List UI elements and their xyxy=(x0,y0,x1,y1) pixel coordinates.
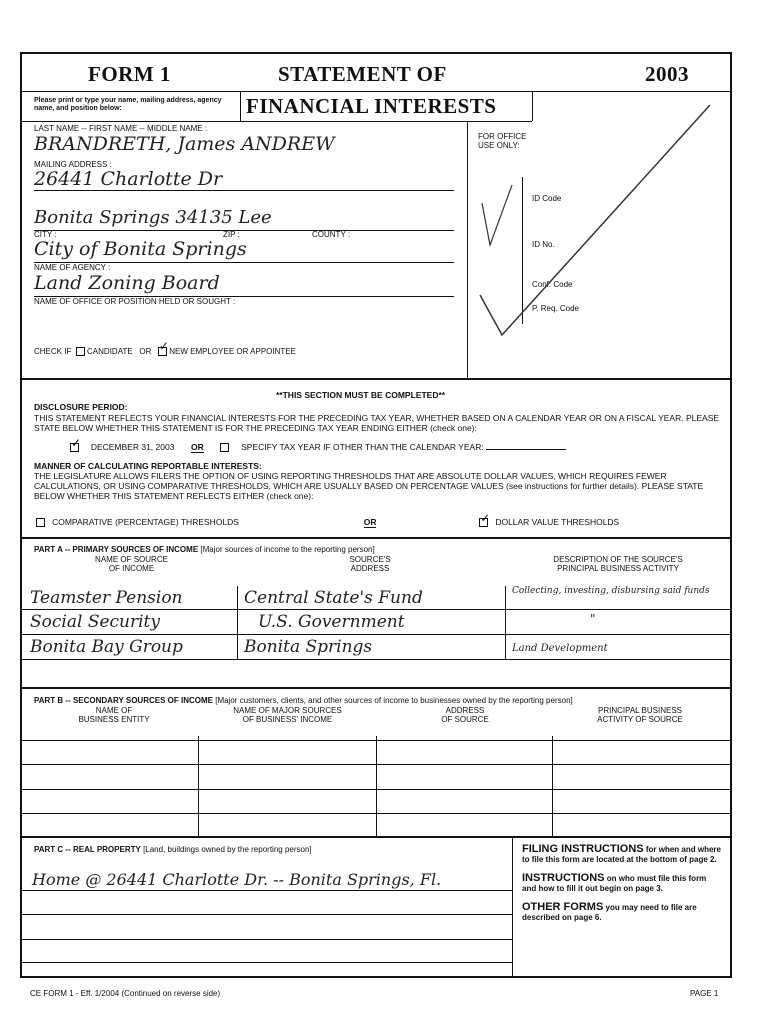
new-employee-label: NEW EMPLOYEE OR APPOINTEE xyxy=(169,347,296,356)
form-number: FORM 1 xyxy=(88,62,171,86)
period-or-label: OR xyxy=(190,442,204,452)
part-c-subheading: [Land, buildings owned by the reporting person] xyxy=(143,845,312,854)
part-b-title xyxy=(34,696,724,705)
instructions-title: INSTRUCTIONS xyxy=(522,872,605,884)
footer-left: CE FORM 1 - Eff. 1/2004 (Continued on reverse side) xyxy=(30,989,221,998)
office-use-title: FOR OFFICE USE ONLY: xyxy=(478,132,527,150)
part-c-row-1[interactable]: Home @ 26441 Charlotte Dr. -- Bonita Springs, Fl. xyxy=(32,870,442,889)
dollar-value-label: DOLLAR VALUE THRESHOLDS xyxy=(495,517,620,527)
part-b-col-entity: NAME OF BUSINESS ENTITY xyxy=(78,706,150,724)
must-complete-note: **THIS SECTION MUST BE COMPLETED** xyxy=(276,390,446,400)
manner-text: THE LEGISLATURE ALLOWS FILERS THE OPTION OF USING REPORTING THRESHOLDS THAT ARE ABSOLUTE DOLLAR VALUES, WHICH REQUIRES FEWER CALCULATIONS, OR USING COMPARATIVE THRESHOLDS, WHICH ARE USUALLY BASED ON PERCENTAGE VALUES (see instructions for further details). PLEASE STATE BELOW WHETHER THIS STATEMENT REFLECTS EITHER (check one): xyxy=(34,471,704,501)
specify-year-checkbox[interactable] xyxy=(220,443,229,452)
office-check-mark xyxy=(470,85,730,345)
conf-code-label: Conf. Code xyxy=(532,280,573,289)
part-b-subheading: [Major customers, clients, and other sources of income to businesses owned by the reporting person] xyxy=(215,696,573,705)
part-b-row-2-entity[interactable] xyxy=(30,767,190,785)
part-a-row-2-activity[interactable]: " xyxy=(590,612,596,626)
or-label: OR xyxy=(139,347,152,356)
other-forms-text: you may need to file are described on page 6. xyxy=(522,903,697,922)
city-zip-county-field[interactable]: Bonita Springs 34135 Lee xyxy=(34,207,272,228)
part-b-heading: PART B -- SECONDARY SOURCES OF INCOME xyxy=(34,696,213,705)
part-a-col-activity: DESCRIPTION OF THE SOURCE'S PRINCIPAL BUSINESS ACTIVITY xyxy=(553,555,683,573)
zip-label: ZIP : xyxy=(223,230,240,239)
name-label: LAST NAME -- FIRST NAME -- MIDDLE NAME : xyxy=(34,124,208,133)
filing-instructions-box xyxy=(522,845,722,922)
footer-page-number: PAGE 1 xyxy=(690,989,719,998)
part-b-col-activity: PRINCIPAL BUSINESS ACTIVITY OF SOURCE xyxy=(597,706,683,724)
county-label: COUNTY : xyxy=(312,230,351,239)
part-c-title xyxy=(34,845,312,854)
office-label: NAME OF OFFICE OR POSITION HELD OR SOUGHT : xyxy=(34,297,236,306)
specify-year-label: SPECIFY TAX YEAR IF OTHER THAN THE CALENDAR YEAR: xyxy=(241,442,484,452)
part-a-heading: PART A -- PRIMARY SOURCES OF INCOME xyxy=(34,545,199,554)
instructions-block xyxy=(522,874,722,893)
part-a-row-1-activity[interactable]: Collecting, investing, disbursing said funds xyxy=(512,586,710,596)
filing-text: for when and where to file this form are located at the bottom of page 2. xyxy=(522,845,721,864)
agency-field[interactable]: City of Bonita Springs xyxy=(34,238,247,260)
disclosure-period-heading: DISCLOSURE PERIOD: xyxy=(34,402,128,412)
threshold-options xyxy=(36,517,726,527)
part-c-heading: PART C -- REAL PROPERTY xyxy=(34,845,141,854)
office-field[interactable]: Land Zoning Board xyxy=(34,272,220,294)
part-a-row-3-address[interactable]: Bonita Springs xyxy=(244,637,373,657)
part-a-row-3-activity[interactable]: Land Development xyxy=(512,643,608,654)
part-a-col-name: NAME OF SOURCE OF INCOME xyxy=(95,555,168,573)
part-a-row-3-name[interactable]: Bonita Bay Group xyxy=(30,637,183,657)
form-title-line2: FINANCIAL INTERESTS xyxy=(246,94,497,118)
part-a-title xyxy=(34,545,375,554)
id-code-label: ID Code xyxy=(532,194,562,203)
threshold-or-label: OR xyxy=(363,517,377,527)
agency-label: NAME OF AGENCY : xyxy=(34,263,111,272)
p-req-code-label: P. Req. Code xyxy=(532,304,579,313)
city-label: CITY : xyxy=(34,230,57,239)
other-forms-block xyxy=(522,903,722,922)
form-year: 2003 xyxy=(645,62,689,86)
mailing-label: MAILING ADDRESS : xyxy=(34,160,112,169)
dollar-value-checkbox[interactable] xyxy=(479,518,488,527)
part-a-row-1-name[interactable]: Teamster Pension xyxy=(30,588,183,608)
part-b-col-address: ADDRESS OF SOURCE xyxy=(441,706,489,724)
instructions-text: on who must file this form and how to fill it out begin on page 3. xyxy=(522,874,707,893)
part-a-row-2-address[interactable]: U.S. Government xyxy=(258,612,405,632)
candidate-label: CANDIDATE xyxy=(87,347,133,356)
check-if-row xyxy=(34,347,296,356)
part-a-col-address: SOURCE'S ADDRESS xyxy=(349,555,391,573)
filing-instructions-block xyxy=(522,845,722,864)
part-a-row-1-address[interactable]: Central State's Fund xyxy=(244,588,423,608)
part-b-row-3-entity[interactable] xyxy=(30,791,190,809)
mailing-field[interactable]: 26441 Charlotte Dr xyxy=(34,168,223,190)
other-forms-title: OTHER FORMS xyxy=(522,901,604,913)
id-no-label: ID No. xyxy=(532,240,555,249)
filing-title: FILING INSTRUCTIONS xyxy=(522,843,644,855)
print-instruction: Please print or type your name, mailing address, agency name, and position below: xyxy=(34,97,222,112)
comparative-label: COMPARATIVE (PERCENTAGE) THRESHOLDS xyxy=(52,517,239,527)
december-label: DECEMBER 31, 2003 xyxy=(90,442,175,452)
disclosure-period-text: THIS STATEMENT REFLECTS YOUR FINANCIAL INTERESTS FOR THE PRECEDING TAX YEAR, WHETHER BASED ON A CALENDAR YEAR OR ON A FISCAL YEAR. PLEASE STATE BELOW WHETHER THIS STATEMENT IS FOR THE PRECEDING TAX YEAR ENDING EITHER (check one): xyxy=(34,413,720,433)
comparative-checkbox[interactable] xyxy=(36,518,45,527)
december-checkbox[interactable] xyxy=(70,443,79,452)
candidate-checkbox[interactable] xyxy=(76,347,85,356)
check-if-label: CHECK IF xyxy=(34,347,72,356)
name-field[interactable]: BRANDRETH, James ANDREW xyxy=(34,133,335,155)
part-a-row-2-name[interactable]: Social Security xyxy=(30,612,160,632)
manner-heading: MANNER OF CALCULATING REPORTABLE INTERESTS: xyxy=(34,461,262,471)
specify-year-field[interactable] xyxy=(486,449,566,450)
part-a-subheading: [Major sources of income to the reporting person] xyxy=(200,545,375,554)
part-b-row-1-entity[interactable] xyxy=(30,742,190,760)
form-title-line1: STATEMENT OF xyxy=(278,62,447,86)
new-employee-checkbox[interactable] xyxy=(158,347,167,356)
period-options xyxy=(70,442,730,452)
part-b-col-sources: NAME OF MAJOR SOURCES OF BUSINESS' INCOME xyxy=(233,706,342,724)
